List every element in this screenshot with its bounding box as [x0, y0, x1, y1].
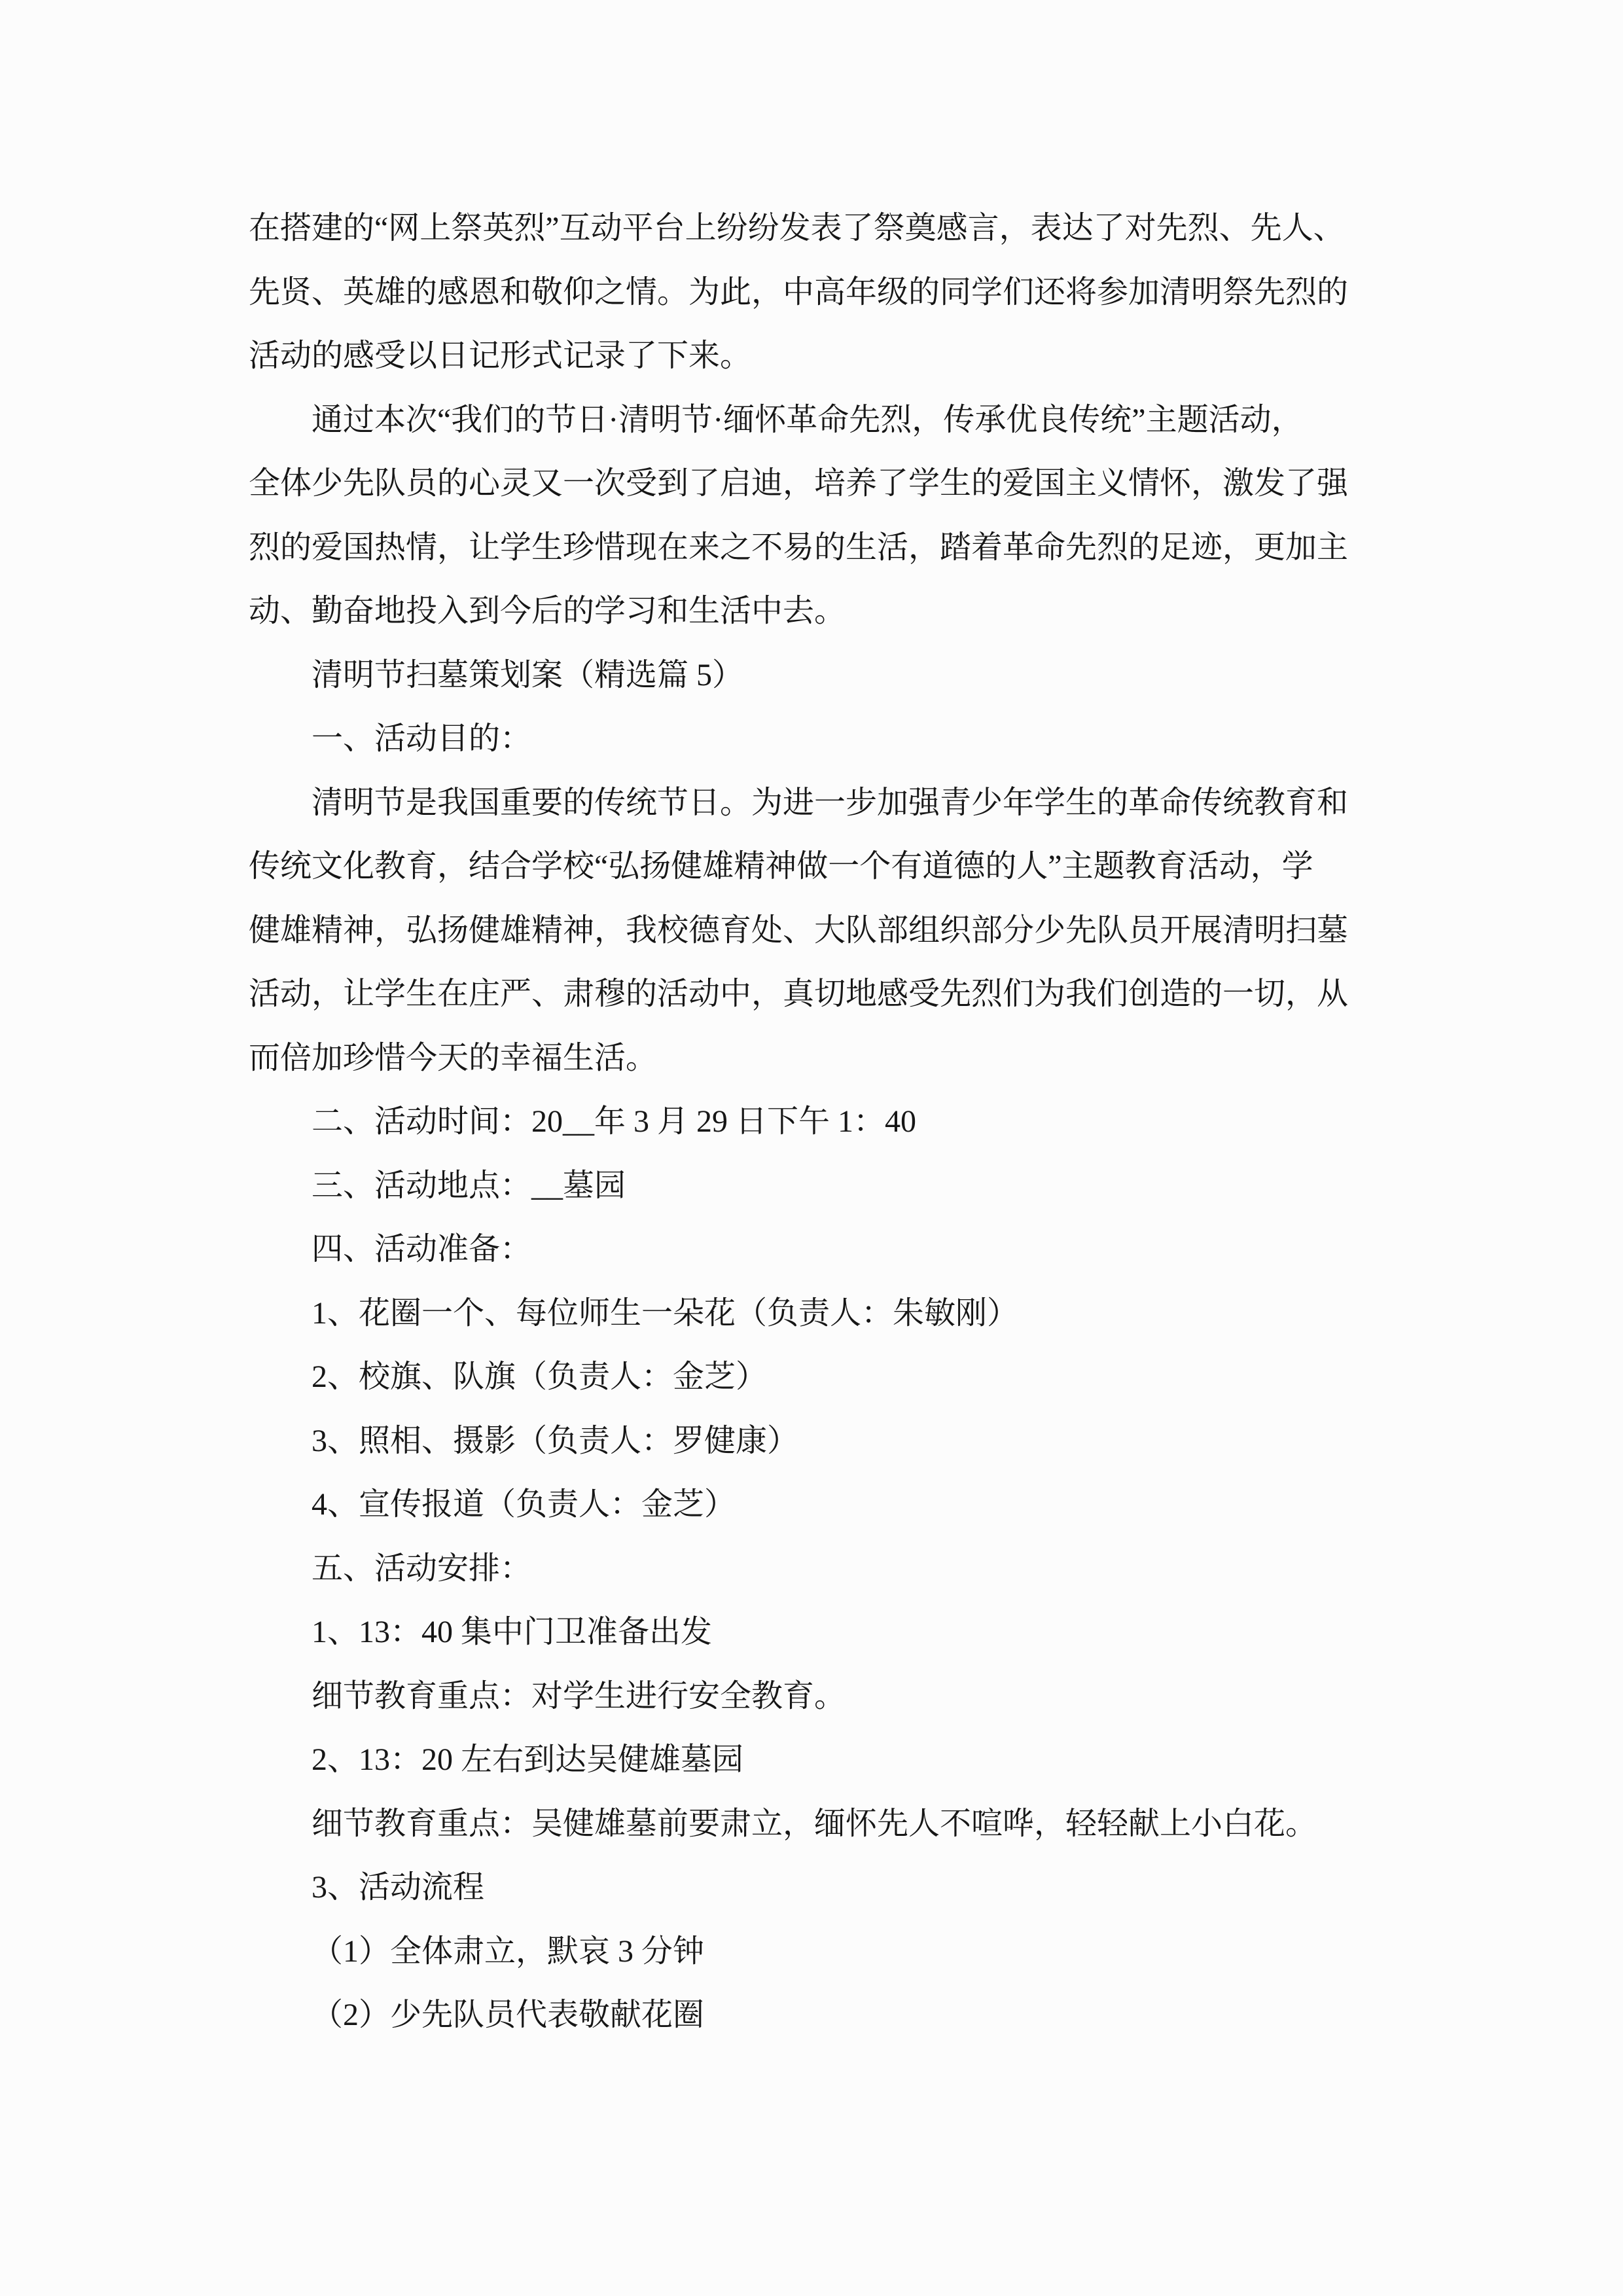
text-line: 2、校旗、队旗（负责人：金芝）: [312, 1359, 768, 1394]
text-line: 全体少先队员的心灵又一次受到了启迪，培养了学生的爱国主义情怀，激发了强: [249, 466, 1349, 501]
text-line: 1、花圈一个、每位师生一朵花（负责人：朱敏刚）: [312, 1295, 1019, 1331]
text-line: 4、宣传报道（负责人：金芝）: [312, 1487, 736, 1522]
text-line: 健雄精神，弘扬健雄精神，我校德育处、大队部组织部分少先队员开展清明扫墓: [249, 912, 1349, 948]
text-line: （2）少先队员代表敬献花圈: [312, 1998, 705, 2032]
text-line: 五、活动安排：: [312, 1551, 532, 1586]
text-line: 在搭建的“网上祭英烈”互动平台上纷纷发表了祭奠感言，表达了对先烈、先人、: [249, 211, 1345, 245]
text-line: 二、活动时间：20__年 3 月 29 日下午 1：40: [312, 1104, 917, 1139]
text-line: 四、活动准备：: [312, 1232, 532, 1266]
text-line: 2、13：20 左右到达吴健雄墓园: [312, 1742, 744, 1777]
text-line: 细节教育重点：吴健雄墓前要肃立，缅怀先人不喧哗，轻轻献上小白花。: [312, 1806, 1317, 1841]
text-line: 清明节扫墓策划案（精选篇 5）: [312, 657, 744, 692]
document-text: [249, 196, 1387, 2047]
text-line: 传统文化教育，结合学校“弘扬健雄精神做一个有道德的人”主题教育活动，学: [249, 849, 1313, 884]
text-line: 三、活动地点：__墓园: [312, 1168, 626, 1203]
text-line: 细节教育重点：对学生进行安全教育。: [312, 1678, 846, 1713]
text-line: 活动的感受以日记形式记录了下来。: [249, 338, 752, 373]
text-line: （1）全体肃立，默哀 3 分钟: [312, 1933, 705, 1969]
text-line: 而倍加珍惜今天的幸福生活。: [249, 1040, 658, 1075]
text-line: 1、13：40 集中门卫准备出发: [312, 1615, 713, 1649]
text-line: 先贤、英雄的感恩和敬仰之情。为此，中高年级的同学们还将参加清明祭先烈的: [249, 274, 1349, 310]
text-line: 通过本次“我们的节日·清明节·缅怀革命先烈，传承优良传统”主题活动，: [312, 402, 1303, 437]
text-line: 烈的爱国热情，让学生珍惜现在来之不易的生活，踏着革命先烈的足迹，更加主: [249, 529, 1349, 565]
text-line: 清明节是我国重要的传统节日。为进一步加强青少年学生的革命传统教育和: [312, 785, 1349, 820]
text-line: 3、活动流程: [312, 1870, 485, 1905]
text-line: 3、照相、摄影（负责人：罗健康）: [312, 1423, 799, 1458]
text-line: 一、活动目的：: [312, 721, 532, 756]
text-line: 动、勤奋地投入到今后的学习和生活中去。: [249, 594, 846, 628]
text-line: 活动，让学生在庄严、肃穆的活动中，真切地感受先烈们为我们创造的一切，从: [249, 977, 1349, 1011]
